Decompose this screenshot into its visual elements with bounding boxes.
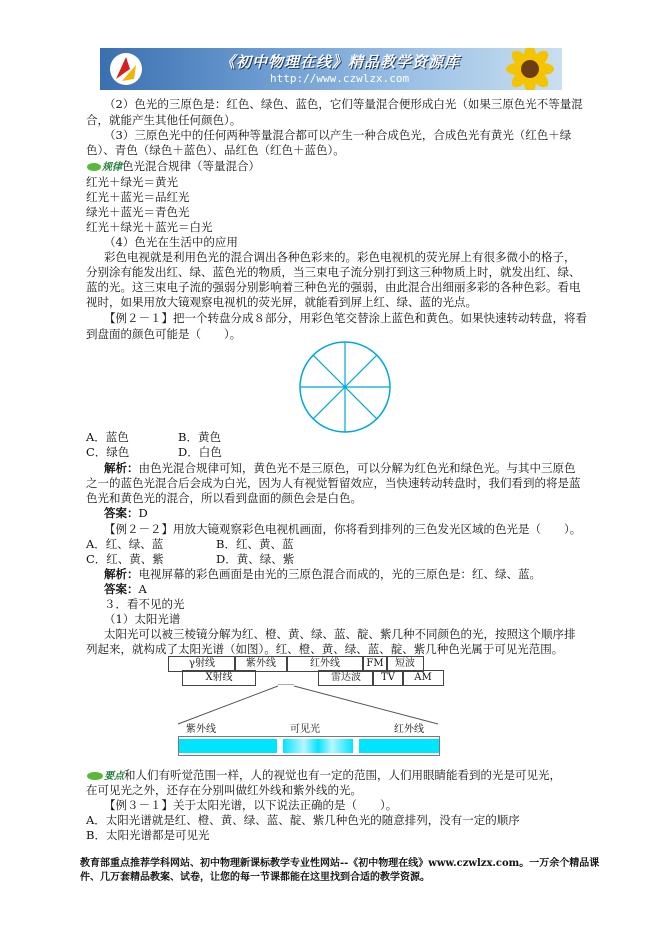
am-label: AM: [402, 670, 444, 686]
ex22-option-c: C．红、黄、紫: [86, 552, 164, 566]
fm-label: FM: [362, 656, 388, 672]
tv-label: TV: [372, 670, 404, 686]
ex21-question-line1: 【例２－１】把一个转盘分成８部分，用彩色笔交替涂上蓝色和黄色。如果快速转动转盘，将看: [104, 311, 587, 325]
ex21-analysis-line3: 色光和黄色光的混合，所以看到盘面的颜色会是白色。: [86, 491, 362, 505]
ex21-question-line2: 到盘面的颜色可能是（ ）。: [86, 327, 242, 341]
mix-rule-2: 红光＋蓝光＝品红光: [86, 190, 190, 204]
ex21-option-b: B．黄色: [178, 430, 221, 444]
tv-line1: 彩色电视就是利用色光的混合调出各种色彩来的。彩色电视机的荧光屏上有很多微小的格子，: [104, 250, 576, 264]
mix-rule-1: 红光＋绿光＝黄光: [86, 175, 178, 189]
analysis-text: 由色光混合规律可知，黄色光不是三原色，可以分解为红色光和绿色光。与其中三原色: [138, 461, 576, 475]
para-2-line1: （2）色光的三原色是：红色、绿色、蓝色，它们等量混合便形成白光（如果三原色光不等量混: [104, 97, 583, 111]
rule-heading: [86, 159, 260, 175]
para-2-line2: 合，就能产生其他任何颜色）。: [86, 113, 242, 127]
ex21-analysis-line2: 之一的蓝色光混合后会成为白光，因为人有视觉暂留效应，当快速转动转盘时，我们看到的将是蓝: [86, 476, 581, 490]
analysis-text: 电视屏幕的彩色画面是由光的三原色混合而成的，光的三原色是：红、绿、蓝。: [138, 567, 541, 581]
tip-text1: 和人们有听觉范围一样，人的视觉也有一定的范围，人们用眼睛能看到的光是可见光，: [124, 768, 561, 782]
uv-band: [179, 739, 277, 753]
ex31-option-b: B．太阳光谱都是可见光: [86, 828, 210, 842]
ex31-option-a: A．太阳光谱就是红、橙、黄、绿、蓝、靛、紫几种色光的随意排列，没有一定的顺序: [86, 813, 520, 827]
header-url[interactable]: http://www.czwlzx.com: [270, 72, 410, 85]
footer-line1: 教育部重点推荐学科网站、初中物理新课标教学专业性网站--《初中物理在线》www.czwlzx.com。一万余个精品课: [80, 858, 600, 869]
analysis-label: 解析：: [104, 461, 139, 475]
para-3-line2: 色）、青色（绿色＋蓝色）、品红色（红色＋蓝色）。: [86, 143, 345, 157]
leaf-icon: [86, 161, 102, 173]
ex21-option-d: D．白色: [178, 445, 222, 459]
tv-line3: 蓝的光。这三束电子流的强弱分别影响着三种色光的强弱，由此混合出细丽多彩的各种色彩。看电: [86, 280, 581, 294]
section-3-title: ３．看不见的光: [104, 597, 185, 611]
xray-label: X射线: [182, 670, 256, 686]
gamma-ray-label: γ射线: [168, 656, 236, 672]
ex22-option-d: D．黄、绿、紫: [216, 552, 295, 566]
answer-value: D: [138, 506, 148, 520]
ex22-option-b: B．红、黄、蓝: [216, 537, 294, 551]
para-4-heading: （4）色光在生活中的应用: [104, 235, 238, 249]
analysis-label: 解析：: [104, 567, 139, 581]
ex21-option-c: C．绿色: [86, 445, 130, 459]
rule-title: 色光混合规律（等量混合）: [122, 159, 260, 173]
ir-label: 红外线: [394, 724, 424, 735]
rule-tag: 规律: [102, 162, 122, 173]
section-3-sub1: （1）太阳光谱: [104, 612, 181, 626]
tip-tag: 要点: [104, 771, 124, 782]
radar-label: 雷达波: [318, 670, 374, 686]
ex21-analysis-line1: [104, 461, 576, 476]
ex22-answer: [104, 582, 147, 597]
ex21-option-a: A．蓝色: [86, 430, 129, 444]
ex22-analysis: [104, 567, 541, 582]
ex22-option-a: A．红、绿、蓝: [86, 537, 164, 551]
header-banner: [100, 48, 562, 90]
answer-value: A: [138, 582, 147, 596]
tip-line1: [86, 768, 561, 784]
spectrum-diagram: [168, 654, 448, 764]
ex22-question: 【例２－２】用放大镜观察彩色电视机画面，你将看到排列的三色发光区域的色光是（ ）。: [104, 522, 582, 536]
ir-band: [359, 739, 439, 753]
answer-label: 答案：: [104, 506, 139, 520]
tv-line2: 分别涂有能发出红、绿、蓝色光的物质，当三束电子流分别打到这三种物质上时，就发出红、绿、: [86, 265, 581, 279]
ex21-answer: [104, 506, 148, 521]
mix-rule-4: 红光＋绿光＋蓝光＝白光: [86, 220, 213, 234]
uv-top-label: 紫外线: [234, 656, 288, 672]
spectrum-text-line2: 列起来，就构成了太阳光谱（如图）。红、橙、黄、绿、蓝、靛、紫几种色光属于可见光范围。: [86, 642, 564, 656]
para-3-line1: （3）三原色光中的任何两种等量混合都可以产生一种合成色光，合成色光有黄光（红色＋绿: [104, 128, 572, 142]
footer-line2: 件、几万套精品教案、试卷，让您的每一节课都能在这里找到合适的教学资源。: [80, 872, 430, 883]
tip-line2: 在可见光之外，还存在分别叫做红外线和紫外线的光。: [86, 783, 362, 797]
ex31-question: 【例３－１】关于太阳光谱，以下说法正确的是（ ）。: [104, 798, 398, 812]
ir-top-label: 红外线: [286, 656, 364, 672]
shortwave-label: 短波: [386, 656, 424, 672]
turntable-diagram: [298, 340, 392, 434]
spectrum-bar: [178, 736, 440, 756]
visible-light-label: 可见光: [290, 724, 320, 735]
header-title: 《初中物理在线》精品教学资源库: [220, 53, 461, 71]
tv-line4: 视时，如果用放大镜观察电视机的荧光屏，就能看到屏上红、绿、蓝的光点。: [86, 295, 477, 309]
mix-rule-3: 绿光＋蓝光＝青色光: [86, 205, 190, 219]
sunflower-icon: [500, 48, 560, 90]
spectrum-text-line1: 太阳光可以被三棱镜分解为红、橙、黄、绿、蓝、靛、紫几种不同颜色的光，按照这个顺序排: [104, 627, 576, 641]
uv-label: 紫外线: [186, 724, 216, 735]
leaf-icon: [86, 770, 104, 782]
answer-label: 答案：: [104, 582, 139, 596]
logo-icon: [108, 51, 144, 87]
visible-band: [283, 739, 353, 753]
